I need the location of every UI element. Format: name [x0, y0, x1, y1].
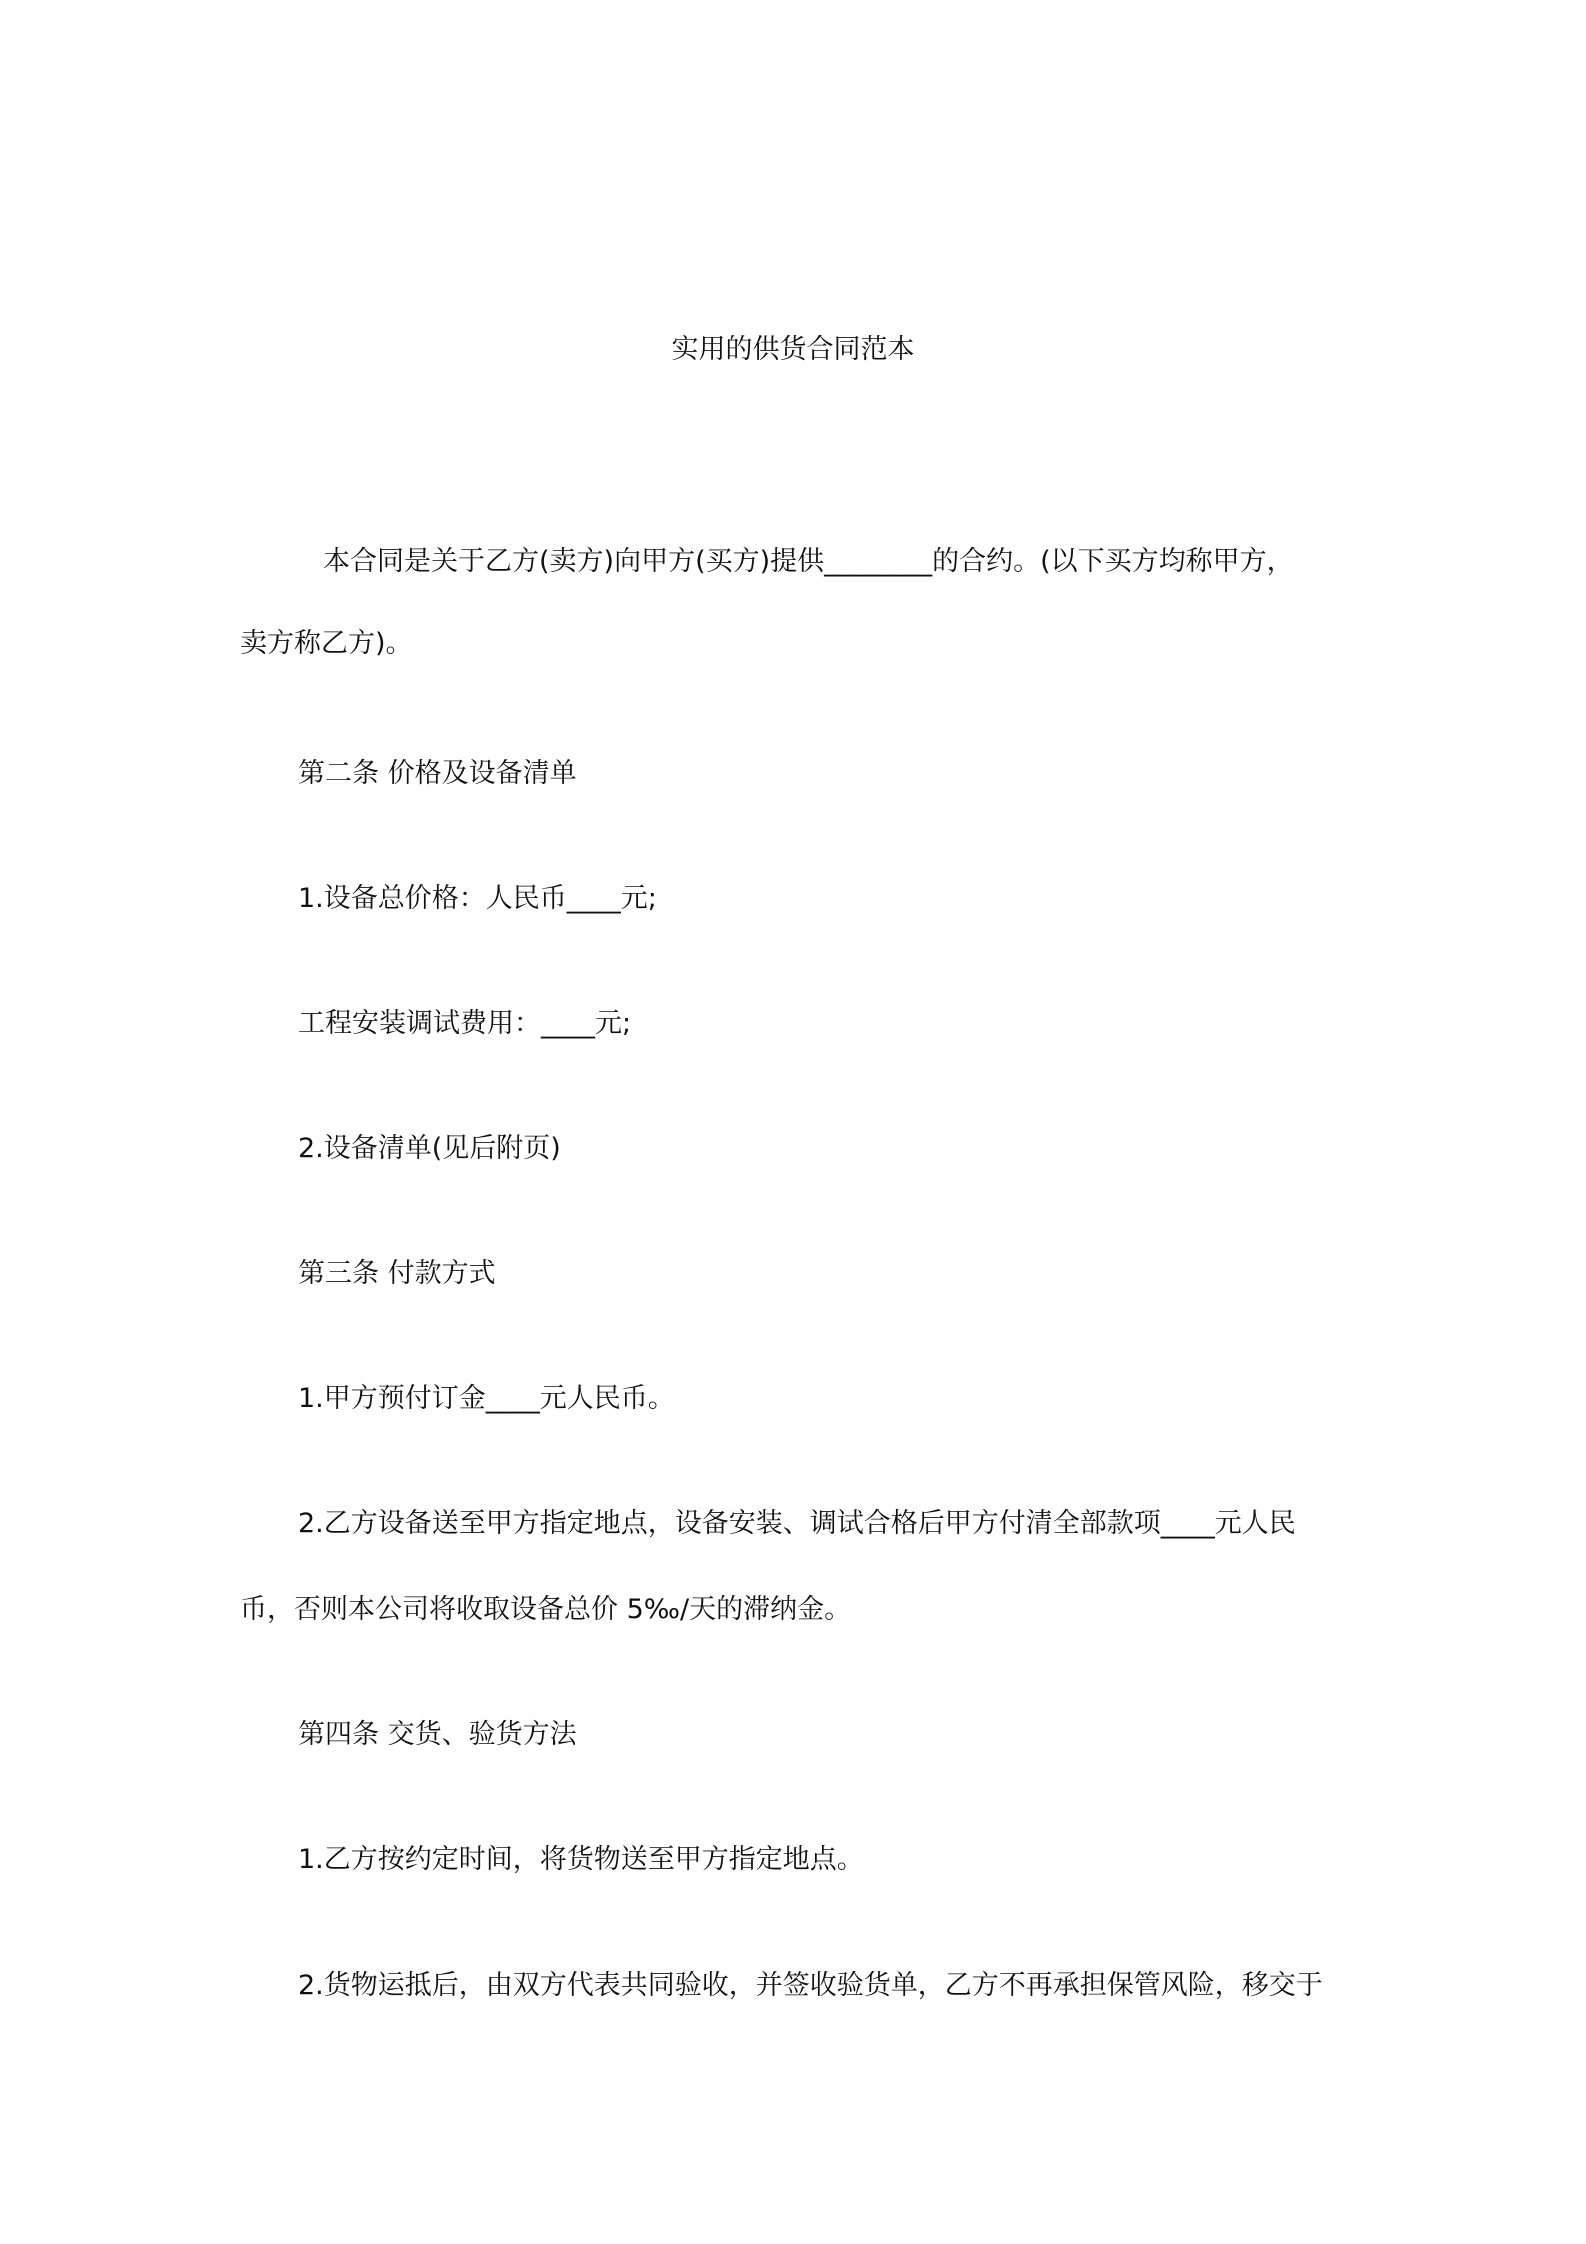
article-3-item-2-line-1: 2.乙方设备送至甲方指定地点，设备安装、调试合格后甲方付清全部款项____元人民: [298, 1508, 1296, 1539]
article-2-item-1: 1.设备总价格：人民币____元;: [298, 883, 657, 914]
document-title: 实用的供货合同范本: [671, 334, 915, 365]
intro-paragraph-line-2: 卖方称乙方)。: [240, 628, 413, 659]
intro-paragraph-line-1: 本合同是关于乙方(卖方)向甲方(买方)提供________的合约。(以下买方均称甲方，: [323, 546, 1294, 577]
article-4-item-2-line-1: 2.货物运抵后，由双方代表共同验收，并签收验货单，乙方不再承担保管风险，移交于: [298, 1970, 1323, 2001]
article-2-heading: 第二条 价格及设备清单: [298, 758, 577, 789]
article-3-item-2-line-2: 币，否则本公司将收取设备总价 5‰/天的滞纳金。: [240, 1594, 852, 1625]
article-2-item-1b: 工程安装调试费用：____元;: [298, 1008, 632, 1039]
article-4-item-1: 1.乙方按约定时间，将货物送至甲方指定地点。: [298, 1844, 864, 1875]
article-2-item-2: 2.设备清单(见后附页): [298, 1133, 561, 1164]
article-4-heading: 第四条 交货、验货方法: [298, 1719, 577, 1750]
article-3-item-1: 1.甲方预付订金____元人民币。: [298, 1383, 675, 1414]
article-3-heading: 第三条 付款方式: [298, 1258, 496, 1289]
